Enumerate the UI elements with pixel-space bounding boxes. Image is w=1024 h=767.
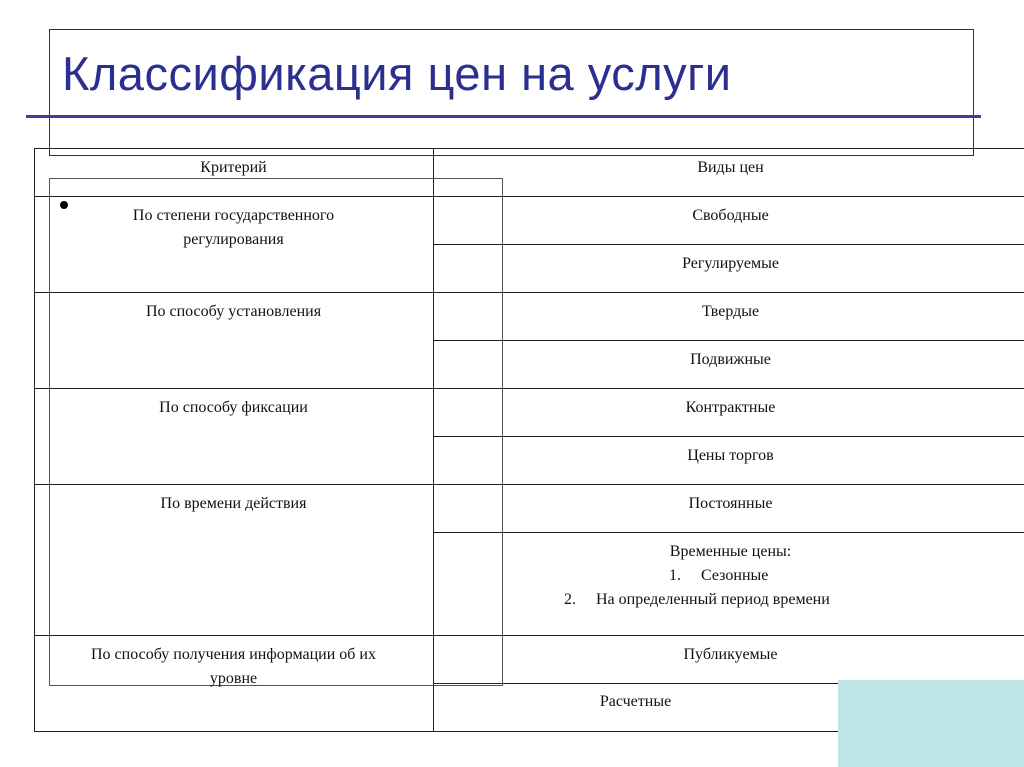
- title-underline: [26, 115, 981, 118]
- list-text: На определенный период времени: [596, 591, 830, 608]
- subrow-divider: [433, 340, 1024, 341]
- price-type-contract: Контрактные: [685, 399, 776, 416]
- price-type-regulated: Регулируемые: [682, 255, 779, 272]
- header-criterion: Критерий: [200, 159, 267, 176]
- subrow-divider: [433, 244, 1024, 245]
- price-type-permanent: Постоянные: [688, 495, 773, 512]
- list-number: 1.: [669, 567, 681, 584]
- price-type-free: Свободные: [692, 207, 769, 224]
- price-type-flexible: Подвижные: [690, 351, 771, 368]
- decorative-corner-block: [838, 680, 1024, 767]
- price-type-temporary-heading: Временные цены:: [669, 543, 792, 560]
- list-number: 2.: [564, 591, 576, 608]
- temporary-item-2: [564, 588, 830, 612]
- header-price-types: Виды цен: [697, 159, 764, 176]
- price-type-published: Публикуемые: [683, 646, 778, 663]
- subrow-divider: [433, 532, 1024, 533]
- price-type-auction: Цены торгов: [687, 447, 774, 464]
- criterion-validity-period: По времени действия: [160, 495, 307, 512]
- temporary-item-1: [669, 564, 768, 588]
- price-type-calculated: Расчетные: [599, 693, 672, 710]
- list-text: Сезонные: [701, 567, 769, 584]
- criterion-state-regulation: По степени государственного регулирования: [132, 207, 335, 248]
- criterion-setting-method: По способу установления: [145, 303, 322, 320]
- price-type-fixed: Твердые: [701, 303, 760, 320]
- subrow-divider: [433, 436, 1024, 437]
- criterion-information-method: По способу получения информации об их уровне: [91, 646, 376, 687]
- criterion-fixation-method: По способу фиксации: [159, 399, 308, 416]
- slide-title: Классификация цен на услуги: [62, 47, 732, 100]
